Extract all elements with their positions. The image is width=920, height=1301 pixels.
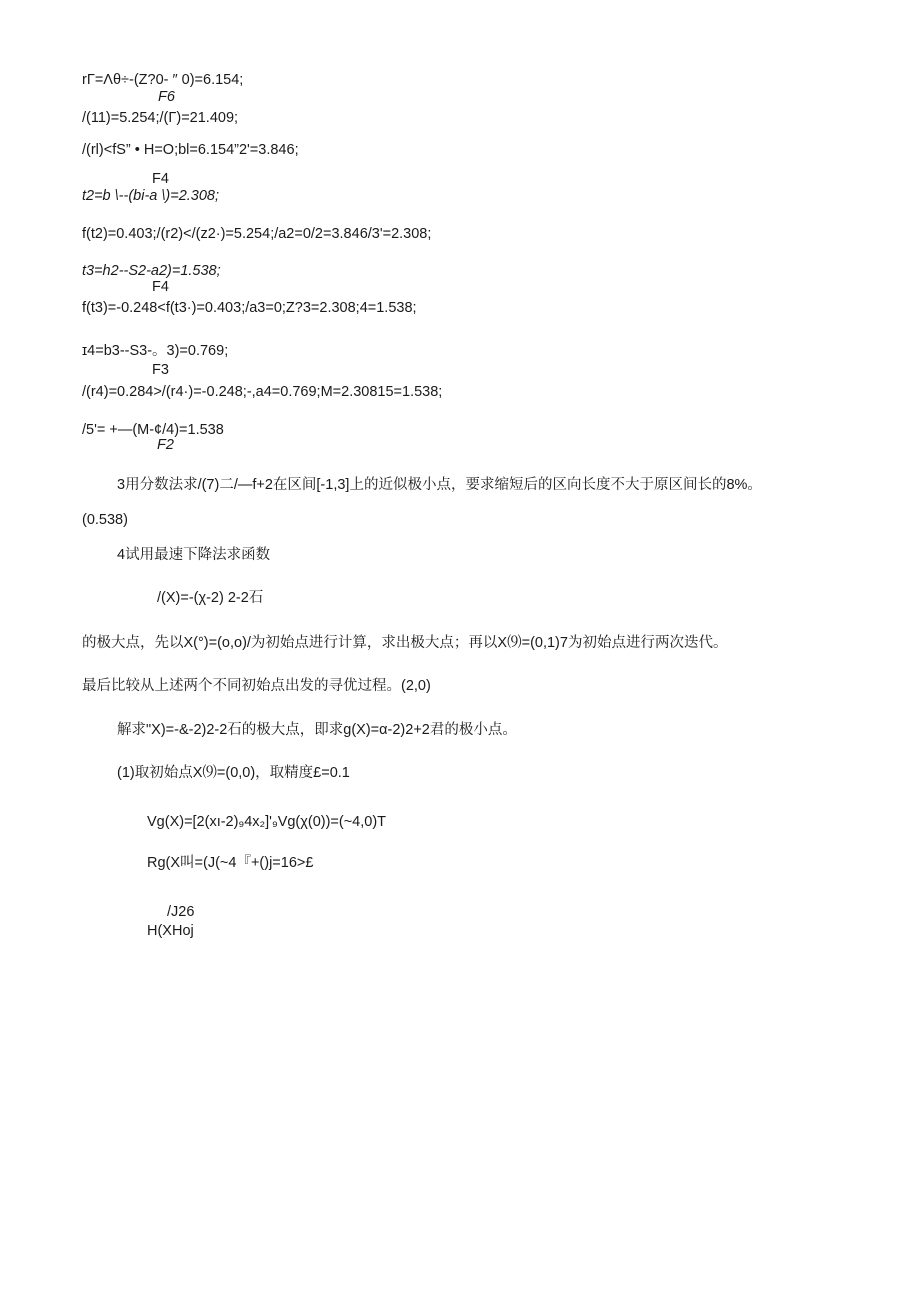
text-line: /(rl)<fS” • H=O;bl=6.154”2'=3.846;	[82, 142, 299, 158]
formula-line: H(XHoj	[147, 923, 194, 939]
text-line: ɪ4=b3--S3-。3)=0.769;	[82, 343, 229, 359]
text-line: /(r4)=0.284>/(r4·)=-0.248;-,a4=0.769;M=2.30815=1.538;	[82, 384, 443, 400]
text-line: F6	[158, 89, 175, 105]
text-line: (1)取初始点X⑼=(0,0)，取精度£=0.1	[117, 765, 350, 781]
text-line: F3	[152, 362, 169, 378]
text-line: t2=b \--(bi-a \)=2.308;	[82, 188, 220, 204]
text-line: 3用分数法求/(7)二/—f+2在区间[-1,3]上的近似极小点，要求缩短后的区向长度不大于原区间长的8%。	[117, 477, 762, 493]
formula-line: Vg(X)=[2(xı-2)₉4x₂]'₉Vg(χ(0))=(~4,0)T	[147, 814, 387, 830]
text-line: f(t2)=0.403;/(r2)</(z2·)=5.254;/a2=0/2=3.846/3'=2.308;	[82, 226, 432, 242]
text-line: (0.538)	[82, 512, 128, 528]
section-heading: 4试用最速下降法求函数	[117, 547, 271, 563]
text-line: 最后比较从上述两个不同初始点出发的寻优过程。(2,0)	[82, 678, 431, 694]
text-line: t3=h2--S2-a2)=1.538;	[82, 263, 221, 279]
text-line: rΓ=Λθ÷-(Z?0- ″ 0)=6.154;	[82, 72, 244, 88]
text-line: 的极大点，先以X(°)=(o,o)/为初始点进行计算，求出极大点；再以X⑼=(0,1)7为初始点进行两次迭代。	[82, 635, 728, 651]
text-line: f(t3)=-0.248<f(t3·)=0.403;/a3=0;Z?3=2.308;4=1.538;	[82, 300, 417, 316]
formula-line: /J26	[167, 904, 195, 920]
text-line: F2	[157, 437, 174, 453]
text-line: F4	[152, 171, 169, 187]
text-line: F4	[152, 279, 169, 295]
formula-line: /(X)=-(χ-2) 2-2石	[157, 590, 264, 606]
text-line: /(11)=5.254;/(Γ)=21.409;	[82, 110, 239, 126]
formula-line: Rg(X叫=(J(~4『+()j=16>£	[147, 855, 314, 871]
text-line: /5'= +—(M-¢/4)=1.538	[82, 422, 224, 438]
text-line: 解求"X)=-&-2)2-2石的极大点，即求g(X)=α-2)2+2君的极小点。	[117, 722, 517, 738]
